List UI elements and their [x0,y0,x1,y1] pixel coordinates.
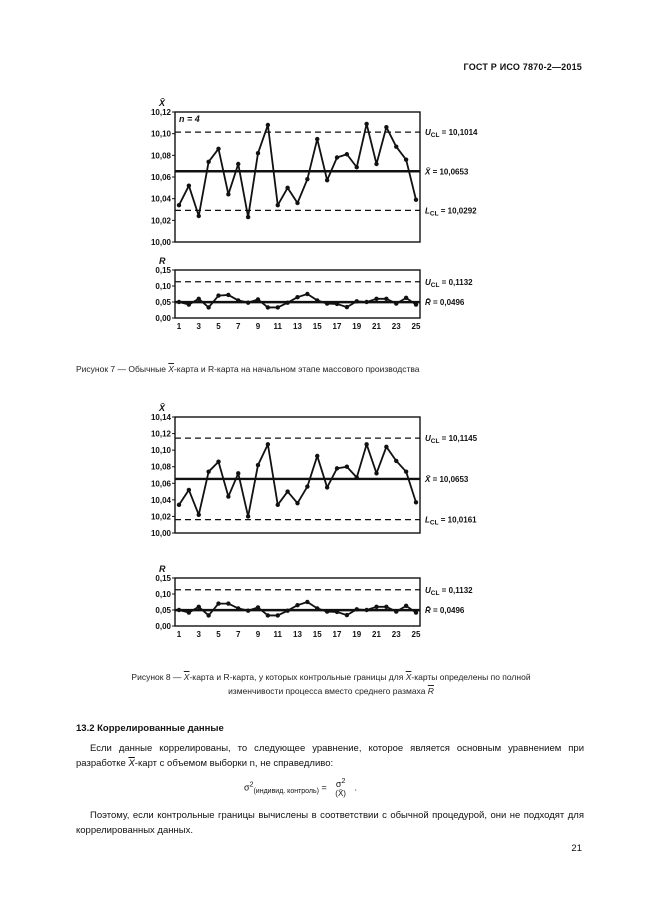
data-point [325,178,329,182]
caption-text: -карта и R-карта, у которых контрольные границы для [189,672,406,682]
data-point [206,160,210,164]
y-tick-label: 0,10 [155,282,171,291]
data-point [414,500,418,504]
exponent: 2 [249,781,254,789]
x-tick-label: 7 [236,322,241,331]
data-point [236,606,240,610]
data-point [335,610,339,614]
rbar-symbol: $\overline{R}$ [427,686,434,696]
data-point [345,613,349,617]
x-tick-label: 25 [411,630,421,639]
data-point [246,514,250,518]
y-tick-label: 0,05 [155,606,171,615]
data-point [226,601,230,605]
data-point [256,463,260,467]
x-tick-label: 15 [312,322,322,331]
data-point [226,293,230,297]
data-point [285,608,289,612]
data-point [355,165,359,169]
data-point [325,609,329,613]
data-point [285,186,289,190]
data-point [384,605,388,609]
data-point [276,613,280,617]
data-point [345,152,349,156]
data-point [246,608,250,612]
y-axis-label: R [159,256,166,266]
y-tick-label: 10,12 [150,108,171,117]
data-point [295,603,299,607]
data-point [246,300,250,304]
x-tick-label: 19 [352,630,362,639]
y-tick-label: 10,04 [150,495,171,505]
data-point [295,295,299,299]
sigma-symbol: σ [244,782,250,793]
data-point [256,151,260,155]
data-point [236,471,240,475]
x-tick-label: 23 [391,322,401,331]
data-point [374,471,378,475]
y-tick-label: 10,08 [150,151,171,161]
y-tick-label: 0,00 [155,314,171,323]
y-axis-label: X̄ [159,403,166,413]
data-point [404,296,408,300]
document-id: ГОСТ Р ИСО 7870-2—2015 [463,62,582,72]
figure7-xbar-chart [151,98,478,247]
y-tick-label: 10,00 [150,238,171,247]
data-point [187,610,191,614]
xbar-symbol: $\overline{X}$ [183,672,190,682]
paragraph-text: -карт с объемом выборки n, не справедливо: [134,758,334,769]
fraction-denominator: (X̄) [335,789,346,798]
plot-frame [175,270,420,318]
x-tick-label: 5 [216,630,221,639]
data-point [335,155,339,159]
y-tick-label: 10,10 [150,129,171,139]
y-tick-label: 10,12 [150,429,171,439]
data-point [246,215,250,219]
data-point [404,604,408,608]
plot-frame [175,578,420,626]
y-tick-label: 10,14 [150,413,171,422]
data-point [374,297,378,301]
data-point [216,147,220,151]
x-tick-label: 3 [196,322,201,331]
data-point [394,459,398,463]
data-point [216,293,220,297]
data-point [236,298,240,302]
data-point [197,605,201,609]
plot-frame [175,417,420,533]
x-tick-label: 1 [176,322,182,331]
data-point [414,198,418,202]
data-point [374,162,378,166]
data-point [177,503,181,507]
data-point [414,610,418,614]
ucl-label: $U_{CL} = 10,1145$ [425,434,478,446]
y-tick-label: 0,00 [155,622,171,631]
data-point [216,601,220,605]
center-label: R̄ = 0,0496 [425,606,465,616]
data-point [305,177,309,181]
data-point [276,203,280,207]
x-tick-label: 13 [293,322,302,331]
data-point [266,442,270,446]
x-tick-label: 13 [293,630,302,639]
paragraph-2 [76,808,584,838]
x-tick-label: 5 [216,322,221,331]
data-point [285,300,289,304]
data-point [355,607,359,611]
data-point [177,300,181,304]
data-point [364,608,368,612]
data-point [197,513,201,517]
y-tick-label: 10,00 [150,529,171,538]
data-point [355,475,359,479]
data-point [384,445,388,449]
y-tick-label: 10,02 [150,216,171,226]
variance-formula [244,778,357,798]
formula-dot: . [354,782,357,793]
data-point [345,465,349,469]
data-point [206,613,210,617]
x-tick-label: 9 [255,630,261,639]
x-tick-label: 3 [196,630,201,639]
data-point [325,485,329,489]
y-tick-label: 0,05 [155,298,171,307]
data-point [345,305,349,309]
x-tick-label: 21 [372,322,381,331]
data-point [226,192,230,196]
caption-text: -карта и R-карта на начальном этапе массового производства [173,364,420,374]
data-point [305,600,309,604]
paragraph-text: Поэтому, если контрольные границы вычислены в соответствии с обычной процедурой, они не подходят для коррелированных данных. [76,810,584,836]
y-axis-label: X̄ [159,98,166,108]
section-title: 13.2 Коррелированные данные [76,723,224,734]
data-point [384,297,388,301]
data-point [364,122,368,126]
ucl-label: $U_{CL} = 0,1132$ [425,585,473,597]
data-point [177,608,181,612]
data-point [206,305,210,309]
page-number: 21 [571,843,582,854]
ucl-label: $U_{CL} = 0,1132$ [425,277,473,289]
center-label: X̄ = 10,0653 [425,474,469,484]
data-point [384,125,388,129]
y-tick-label: 10,04 [150,194,171,204]
y-axis-label: R [159,564,166,574]
sample-size-note: n = 4 [179,114,200,124]
data-point [216,460,220,464]
data-point [206,469,210,473]
data-point [285,489,289,493]
center-label: R̄ = 0,0496 [425,298,465,308]
data-point [295,201,299,205]
data-point [364,442,368,446]
y-tick-label: 0,15 [155,266,171,275]
data-point [177,203,181,207]
data-point [256,605,260,609]
paragraph-1 [76,741,584,771]
lcl-label: $L_{CL} = 10,0161$ [425,515,477,527]
x-tick-label: 17 [332,630,342,639]
data-point [276,503,280,507]
data-point [187,183,191,187]
x-tick-label: 11 [273,630,282,639]
fraction [335,778,346,798]
data-point [266,305,270,309]
data-point [315,454,319,458]
x-tick-label: 9 [255,322,261,331]
data-point [276,305,280,309]
data-point [187,302,191,306]
equals-sign: = [321,782,327,793]
data-point [187,488,191,492]
data-point [325,301,329,305]
x-tick-label: 25 [411,322,421,331]
x-tick-label: 15 [312,630,322,639]
y-tick-label: 10,02 [150,512,171,522]
xbar-symbol: $\overline{X}$ [128,758,135,769]
xbar-symbol: $\overline{X}$ [168,364,174,374]
data-point [236,162,240,166]
figure8-xbar-chart [151,403,478,538]
center-label: X̄ = 10,0653 [425,167,469,177]
caption-text: изменчивости процесса вместо среднего размаха [228,686,428,696]
data-point [226,494,230,498]
data-point [295,501,299,505]
data-point [197,297,201,301]
caption-text: Рисунок 8 — [131,672,184,682]
sigma-symbol: σ [335,779,342,789]
data-point [266,613,270,617]
data-point [364,300,368,304]
data-point [404,157,408,161]
x-tick-label: 1 [176,630,182,639]
data-series-line [179,444,416,516]
data-point [197,214,201,218]
lcl-label: $L_{CL} = 10,0292$ [425,206,477,218]
xbar-symbol: $\overline{X}$ [405,672,412,682]
y-tick-label: 10,06 [150,479,171,489]
data-point [335,466,339,470]
figure7-caption [76,362,420,376]
data-point [315,137,319,141]
exponent: 2 [341,778,346,785]
data-point [266,123,270,127]
y-tick-label: 0,10 [155,590,171,599]
plot-frame [175,112,420,242]
data-point [394,609,398,613]
x-tick-label: 23 [391,630,401,639]
x-tick-label: 7 [236,630,241,639]
figure8-caption [76,670,586,698]
data-point [414,302,418,306]
figure8-r-chart [155,564,473,639]
x-tick-label: 11 [273,322,282,331]
data-point [305,484,309,488]
ucl-label: $U_{CL} = 10,1014$ [425,128,478,140]
x-tick-label: 21 [372,630,381,639]
formula-subscript: (индивид. контроль) [253,788,319,796]
data-point [315,606,319,610]
y-tick-label: 10,10 [150,446,171,456]
figure7-r-chart [155,256,473,331]
y-tick-label: 0,15 [155,574,171,583]
caption-text: Рисунок 7 — Обычные [76,364,169,374]
data-point [355,299,359,303]
data-point [374,605,378,609]
data-point [315,298,319,302]
x-tick-label: 17 [332,322,342,331]
y-tick-label: 10,06 [150,173,171,182]
data-point [305,292,309,296]
data-point [256,297,260,301]
y-tick-label: 10,08 [150,462,171,472]
data-point [394,301,398,305]
paragraph-text: Если данные коррелированы, то следующее уравнение, которое является основным уравнением при разработке [76,743,584,769]
data-point [404,469,408,473]
data-point [335,302,339,306]
data-point [394,144,398,148]
caption-text: -карты определены по полной [411,672,531,682]
x-tick-label: 19 [352,322,362,331]
